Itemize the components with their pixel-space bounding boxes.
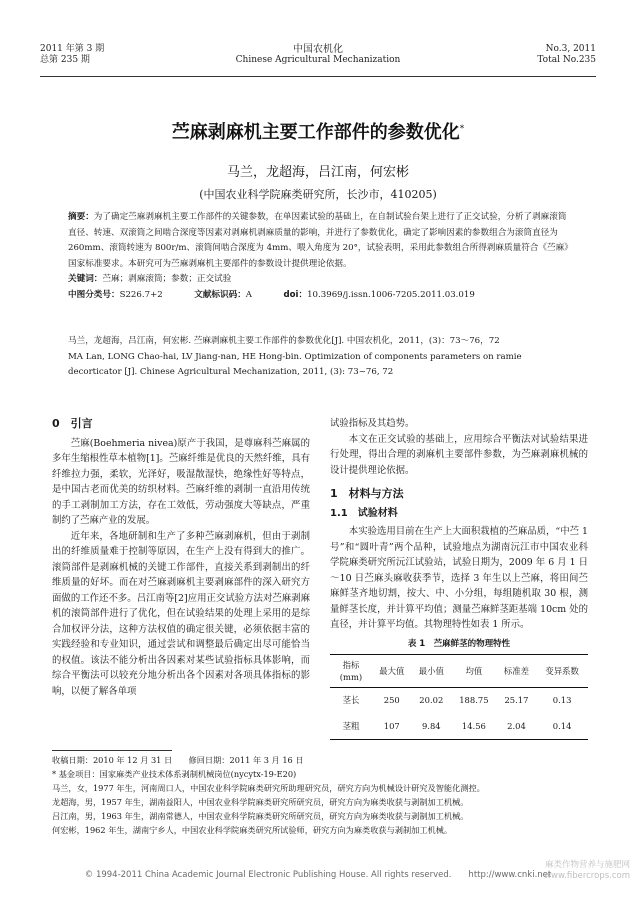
footnote-author-1: 马兰，女，1977 年生，河南周口人，中国农业科学院麻类研究所助理研究员，研究方向为机械设计研究及智能化测控。 xyxy=(52,783,485,793)
intro-paragraph-2: 近年来，各地研制和生产了多种苎麻剥麻机，但由于剥制出的纤维质量难于控制等原因，在生产上没有得到大的推广。滚筒部件是剥麻机械的关键工作部件，直接关系到剥制出的纤维质量的好坏。而在对苎麻剥麻机主要剥麻部件的深入研究方面做的工作还不多。吕江南等[2]应用正交试验方法对苎麻剥麻机的滚筒部件进行了优化，但在试验结果的处理上采用的是综合加权评分法，这种方法权值的确定很关键，必须依据丰富的实践经验和专业知识，通过尝试和调整最后确定出尽可能恰当的权值。该法不能分析出各因素对某些试验指标具体影响，而综合平衡法可以较充分地分析出各个因素对各项具体指标的影响，以便了解各单项 xyxy=(52,530,310,697)
keywords-text: 苎麻；剥麻滚筒；参数；正交试验 xyxy=(102,274,232,284)
table-header-cell: 标准差 xyxy=(497,655,537,688)
citation-block xyxy=(68,334,574,381)
section-methods-heading: 1 材料与方法 xyxy=(330,487,404,500)
affiliation: (中国农业科学院麻类研究所，长沙市，410205) xyxy=(199,188,437,201)
title-footnote-mark: * xyxy=(459,124,465,134)
intro-paragraph-3: 本文在正交试验的基础上，应用综合平衡法对试验结果进行处理，得出合理的剥麻机主要部件参数，为苎麻剥麻机械的设计提供理论依据。 xyxy=(330,433,588,476)
table-cell: 107 xyxy=(372,714,412,740)
header-rule xyxy=(40,76,596,77)
table-cell: 茎长 xyxy=(342,695,360,705)
abstract-block xyxy=(68,210,574,303)
table-cell: 茎粗 xyxy=(330,714,372,740)
section-intro-heading: 0 引言 xyxy=(52,417,93,430)
table-cell: 25.17 xyxy=(504,695,529,705)
abstract-label: 摘要： xyxy=(68,212,94,222)
clc-label: 中图分类号： xyxy=(68,289,120,300)
keywords-label: 关键词： xyxy=(68,274,103,284)
footnote-dates: 收稿日期：2010 年 12 月 31 日 修回日期：2011 年 3 月 16 日 xyxy=(52,755,304,765)
table-cell: 0.13 xyxy=(552,695,572,705)
footnote-funding: * 基金项目：国家麻类产业技术体系剥制机械岗位(nycytx-19-E20) xyxy=(52,769,297,779)
issue-number xyxy=(537,44,596,66)
footnote-author-4: 何宏彬，1962 年生，湖南宁乡人，中国农业科学院麻类研究所试验师，研究方向为麻类收获与剥制加工机械。 xyxy=(52,825,453,835)
issue-line: 2011 年第 3 期 xyxy=(40,44,105,54)
clc-value: S226.7+2 xyxy=(119,289,163,300)
intro-paragraph-2-cont: 试验指标及其趋势。 xyxy=(330,418,415,429)
doi-label: doi： xyxy=(283,289,308,300)
abstract-text: 为了确定苎麻剥麻机主要工作部件的关键参数，在单因素试验的基础上，在自制试验台架上进行了正交试验，分析了剥麻滚筒直径、转速、双滚筒之间啮合深度等因素对剥麻机剥麻质量的影响，并进行了参数优化，确定了影响因素的参数组合为滚筒直径为 260mm、滚筒转速为 800r/m、滚筒间啮合深度为 4mm、喂入角度为 20°，试验表明，采用此参数组合所得剥麻质量符合《苎麻》国家标准要求。本研究可为苎麻剥麻机主要部件的参数设计提供理论依据。 xyxy=(68,212,573,269)
classification-line xyxy=(68,288,574,304)
table-header-cell: 变异系数 xyxy=(536,655,588,688)
author-list: 马兰，龙超海，吕江南，何宏彬 xyxy=(226,165,409,180)
table-row xyxy=(330,714,588,740)
footnote-rule xyxy=(52,750,172,751)
intro-paragraph-1: 苎麻(Boehmeria nivea)原产于我国，是尊麻科苎麻属的多年生缩根性草本植物[1]。苎麻纤维是优良的天然纤维，具有纤维拉力强，柔软，光泽好，吸湿散湿快，绝缘性好等特点，是中国古老而优美的纺织材料。苎麻纤维的剥制一直沿用传统的手工剥制加工方法，存在工效低，劳动强度大等缺点，严重制约了苎麻产业的发展。 xyxy=(52,437,310,526)
materials-paragraph: 本实验选用目前在生产上大面积栽植的苎麻品质，“中苎 1 号”和“圆叶青”两个品种，试验地点为湖南沅江市中国农业科学院麻类研究所沅江试验站，试验日期为，2009 年 6 月 1 日～10 日苎麻头麻收获季节，选择 3 年生以上苎麻，将田间苎麻鲜茎齐地切割，按大、中、小分组，每组随机取 30 根，测量鲜茎长度，并计算平均值；测量苎麻鲜茎距基端 10cm 处的直径，并计算平均值。其物理特性如表 1 所示。 xyxy=(330,526,588,630)
table-header-cell: 最小值 xyxy=(412,655,452,688)
right-column xyxy=(330,416,588,740)
doc-code-label: 文献标识码： xyxy=(194,289,246,300)
copyright-footer: © 1994-2011 China Academic Journal Electronic Publishing House. All rights reserved. http://www.cnki.net xyxy=(84,870,552,880)
table-cell: 2.04 xyxy=(497,714,537,740)
table-row xyxy=(330,688,588,714)
footnote-author-3: 吕江南，男，1963 年生，湖南常德人，中国农业科学院麻类研究所研究员，研究方向为麻类收获与剥制加工机械。 xyxy=(52,811,469,821)
total-issue-line: 总第 235 期 xyxy=(40,55,90,65)
table-cell: 9.84 xyxy=(412,714,452,740)
journal-name-cn: 中国农机化 xyxy=(293,44,343,55)
total-number-line: Total No.235 xyxy=(537,55,596,65)
doi-value: 10.3969/j.issn.1006-7205.2011.03.019 xyxy=(307,289,475,300)
table-caption: 表 1 苎麻鲜茎的物理特性 xyxy=(407,638,511,649)
table-header-cell: 均值 xyxy=(451,655,497,688)
table-cell: 20.02 xyxy=(419,695,444,705)
table-cell: 188.75 xyxy=(459,695,489,705)
table-cell: 250 xyxy=(383,695,400,705)
table-cell: 14.56 xyxy=(451,714,497,740)
physical-properties-table xyxy=(330,654,588,740)
footnote-author-2: 龙超海，男，1957 年生，湖南益阳人，中国农业科学院麻类研究所研究员，研究方向为麻类收获与剥制加工机械。 xyxy=(52,797,469,807)
table-cell: 0.14 xyxy=(536,714,588,740)
subsection-materials-heading: 1.1 试验材料 xyxy=(330,507,398,519)
watermark: 麻类作物营养与施肥网 www.fibercrops.com xyxy=(544,860,630,881)
doc-code-value: A xyxy=(245,289,253,300)
abstract xyxy=(68,210,574,272)
journal-name-en: Chinese Agricultural Mechanization xyxy=(235,55,401,65)
citation-en: MA Lan, LONG Chao-hai, LV Jiang-nan, HE Hong-bin. Optimization of components parameters on ramie decorticator [J]. Chinese Agricultural Mechanization, 2011, (3): 73~76, 72 xyxy=(68,351,522,377)
paper-title xyxy=(40,118,596,144)
citation-cn: 马兰，龙超海，吕江南，何宏彬. 苎麻剥麻机主要工作部件的参数优化[J]. 中国农机化，2011，(3)：73～76，72 xyxy=(68,336,500,346)
footnotes xyxy=(52,753,592,837)
issue-number-line: No.3, 2011 xyxy=(545,44,596,54)
table-header-cell: 最大值 xyxy=(372,655,412,688)
table-header-row xyxy=(330,655,588,688)
table-header-cell: 指标 (mm) xyxy=(330,655,372,688)
keywords xyxy=(68,272,574,288)
left-column xyxy=(52,414,310,699)
title-text: 苎麻剥麻机主要工作部件的参数优化 xyxy=(171,122,460,143)
